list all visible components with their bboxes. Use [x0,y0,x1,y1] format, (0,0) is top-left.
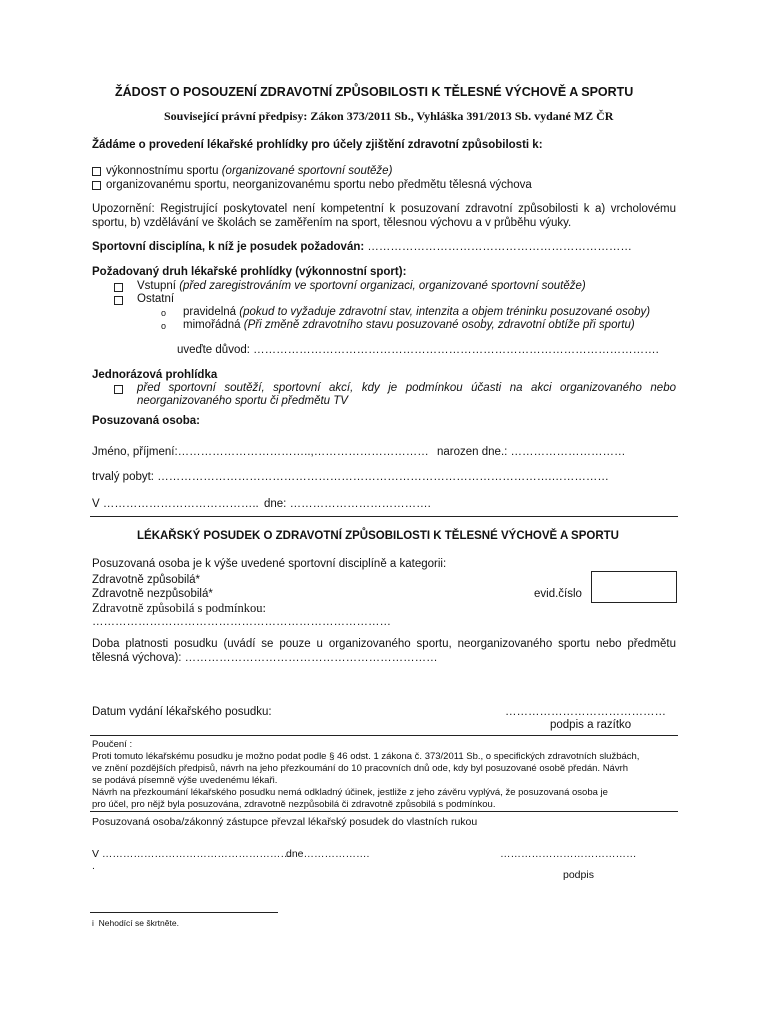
notice-line-2: sportu, b) vzdělávání ve školách se zaměřením na sport, tělesnou výchovu a v průběhu výuky. [92,217,572,229]
option-organized-sport: organizovanému sportu, neorganizovanému sportu nebo předmětu tělesná výchova [106,179,532,191]
option-entry-exam: Vstupní (před zaregistrováním ve sportovní organizaci, organizované sportovní soutěže) [137,280,586,292]
evid-number-box[interactable] [591,571,677,603]
checkbox-entry-exam[interactable] [114,283,123,292]
validity-line-1: Doba platnosti posudku (uvádí se pouze u organizovaného sportu, neorganizovaného sportu nebo předmětu [92,638,676,650]
discipline-field[interactable]: Sportovní disciplína, k níž je posudek požadován: …………………………………………………………… [92,241,632,253]
doctor-signature-label: podpis a razítko [550,719,632,731]
section-divider [90,516,678,517]
report-intro: Posuzovaná osoba je k výše uvedené sportovní disciplíně a kategorii: [92,558,447,570]
option-performance-sport: výkonnostnímu sportu (organizované sportovní soutěže) [106,165,393,177]
exam-type-heading: Požadovaný druh lékařské prohlídky (výkonnostní sport): [92,266,407,278]
single-exam-line-2: neorganizovaného sportu či předmětu TV [137,395,348,407]
receipt-text: Posuzovaná osoba/zákonný zástupce převzal lékařský posudek do vlastních rukou [92,816,478,828]
option-periodic[interactable]: pravidelná (pokud to vyžaduje zdravotní stav, intenzita a objem tréninku posuzované osoby) [183,306,651,318]
birth-date-field[interactable]: narozen dne.: ………………………… [437,446,626,458]
legal-basis: Související právní předpisy: Zákon 373/2011 Sb., Vyhláška 391/2013 Sb. vydané MZ ČR [164,109,614,123]
person-heading: Posuzovaná osoba: [92,415,200,427]
single-exam-heading: Jednorázová prohlídka [92,369,218,381]
request-intro: Žádáme o provedení lékařské prohlídky pro účely zjištění zdravotní způsobilosti k: [92,139,543,151]
checkbox-organized-sport[interactable] [92,181,101,190]
page-title: ŽÁDOST O POSOUZENÍ ZDRAVOTNÍ ZPŮSOBILOSTI K TĚLESNÉ VÝCHOVĚ A SPORTU [115,85,634,99]
conditional-field[interactable]: …………………………………………………………………… [92,616,391,628]
instruction-line: Návrh na přezkoumání lékařského posudku nemá odkladný účinek, jestliže z jeho závěru vyplývá, že posuzovaná osoba je [92,787,608,798]
checkbox-other-exam[interactable] [114,296,123,305]
evid-number-label: evid.číslo [534,588,582,600]
circle-bullet-icon: o [161,321,167,331]
option-other-exam: Ostatní [137,293,175,305]
receipt-place-field[interactable]: V ……………………………………………… [92,848,291,860]
receipt-period: . [92,860,95,872]
notice-line-1: Upozornění: Registrující poskytovatel není kompetentní k posuzovaní zdravotní způsobilosti k a) vrcholovému [92,203,676,215]
instruction-line: pro účel, pro nějž byla posuzována, zdravotně nezpůsobilá či zdravotně způsobilá s podmínkou. [92,799,496,810]
section-divider [90,811,678,812]
checkbox-single-exam[interactable] [114,385,123,394]
instruction-heading: Poučení : [92,739,133,750]
option-extraordinary[interactable]: mimořádná (Při změně zdravotního stavu posuzované osoby, zdravotní obtíže při sportu) [183,319,635,331]
footnote-divider [90,912,278,913]
checkbox-performance-sport[interactable] [92,167,101,176]
validity-field[interactable]: tělesná výchova): ………………………………………………………… [92,652,438,664]
status-conditional: Zdravotně způsobilá s podmínkou: [92,601,266,615]
place-field[interactable]: V ………………………………….. [92,498,259,510]
name-field[interactable]: Jméno, příjmení:……………………………..,………………………… [92,446,429,458]
receipt-signature-label: podpis [563,869,594,881]
receipt-signature-line[interactable]: ………………………………… [500,848,637,860]
reason-field[interactable]: uveďte důvod: ……………………………………………………………………………………………. [177,344,659,356]
issue-date-field[interactable]: Datum vydání lékařského posudku: [92,706,272,718]
circle-bullet-icon: o [161,308,167,318]
section-divider [90,735,678,736]
status-fit: Zdravotně způsobilá* [92,574,201,586]
instruction-line: ve znění pozdějších předpisů, návrh na jeho přezkoumání do 10 pracovních dnů ode, kdy byl posuzované osobě předán. Návrh [92,763,629,774]
report-heading: LÉKAŘSKÝ POSUDEK O ZDRAVOTNÍ ZPŮSOBILOSTI K TĚLESNÉ VÝCHOVĚ A SPORTU [137,530,619,542]
single-exam-line-1: před sportovní soutěží, sportovní akcí, kdy je podmínkou účasti na akci organizovaného nebo [137,382,676,394]
date-field[interactable]: dne: ………………………………. [264,498,431,510]
instruction-line: se podává písemně výše uvedenému lékaři. [92,775,278,786]
address-field[interactable]: trvalý pobyt: ………………………………………………………………………………………….…………… [92,471,609,483]
footnote: i Nehodící se škrtněte. [92,918,179,928]
instruction-line: Proti tomuto lékařskému posudku je možno podat podle § 46 odst. 1 zákona č. 373/2011 Sb., o specifických zdravotních službách, [92,751,640,762]
receipt-date-field[interactable]: dne………………. [286,848,370,860]
status-unfit: Zdravotně nezpůsobilá* [92,588,213,600]
doctor-signature-line[interactable]: …………………………………… [505,706,666,718]
